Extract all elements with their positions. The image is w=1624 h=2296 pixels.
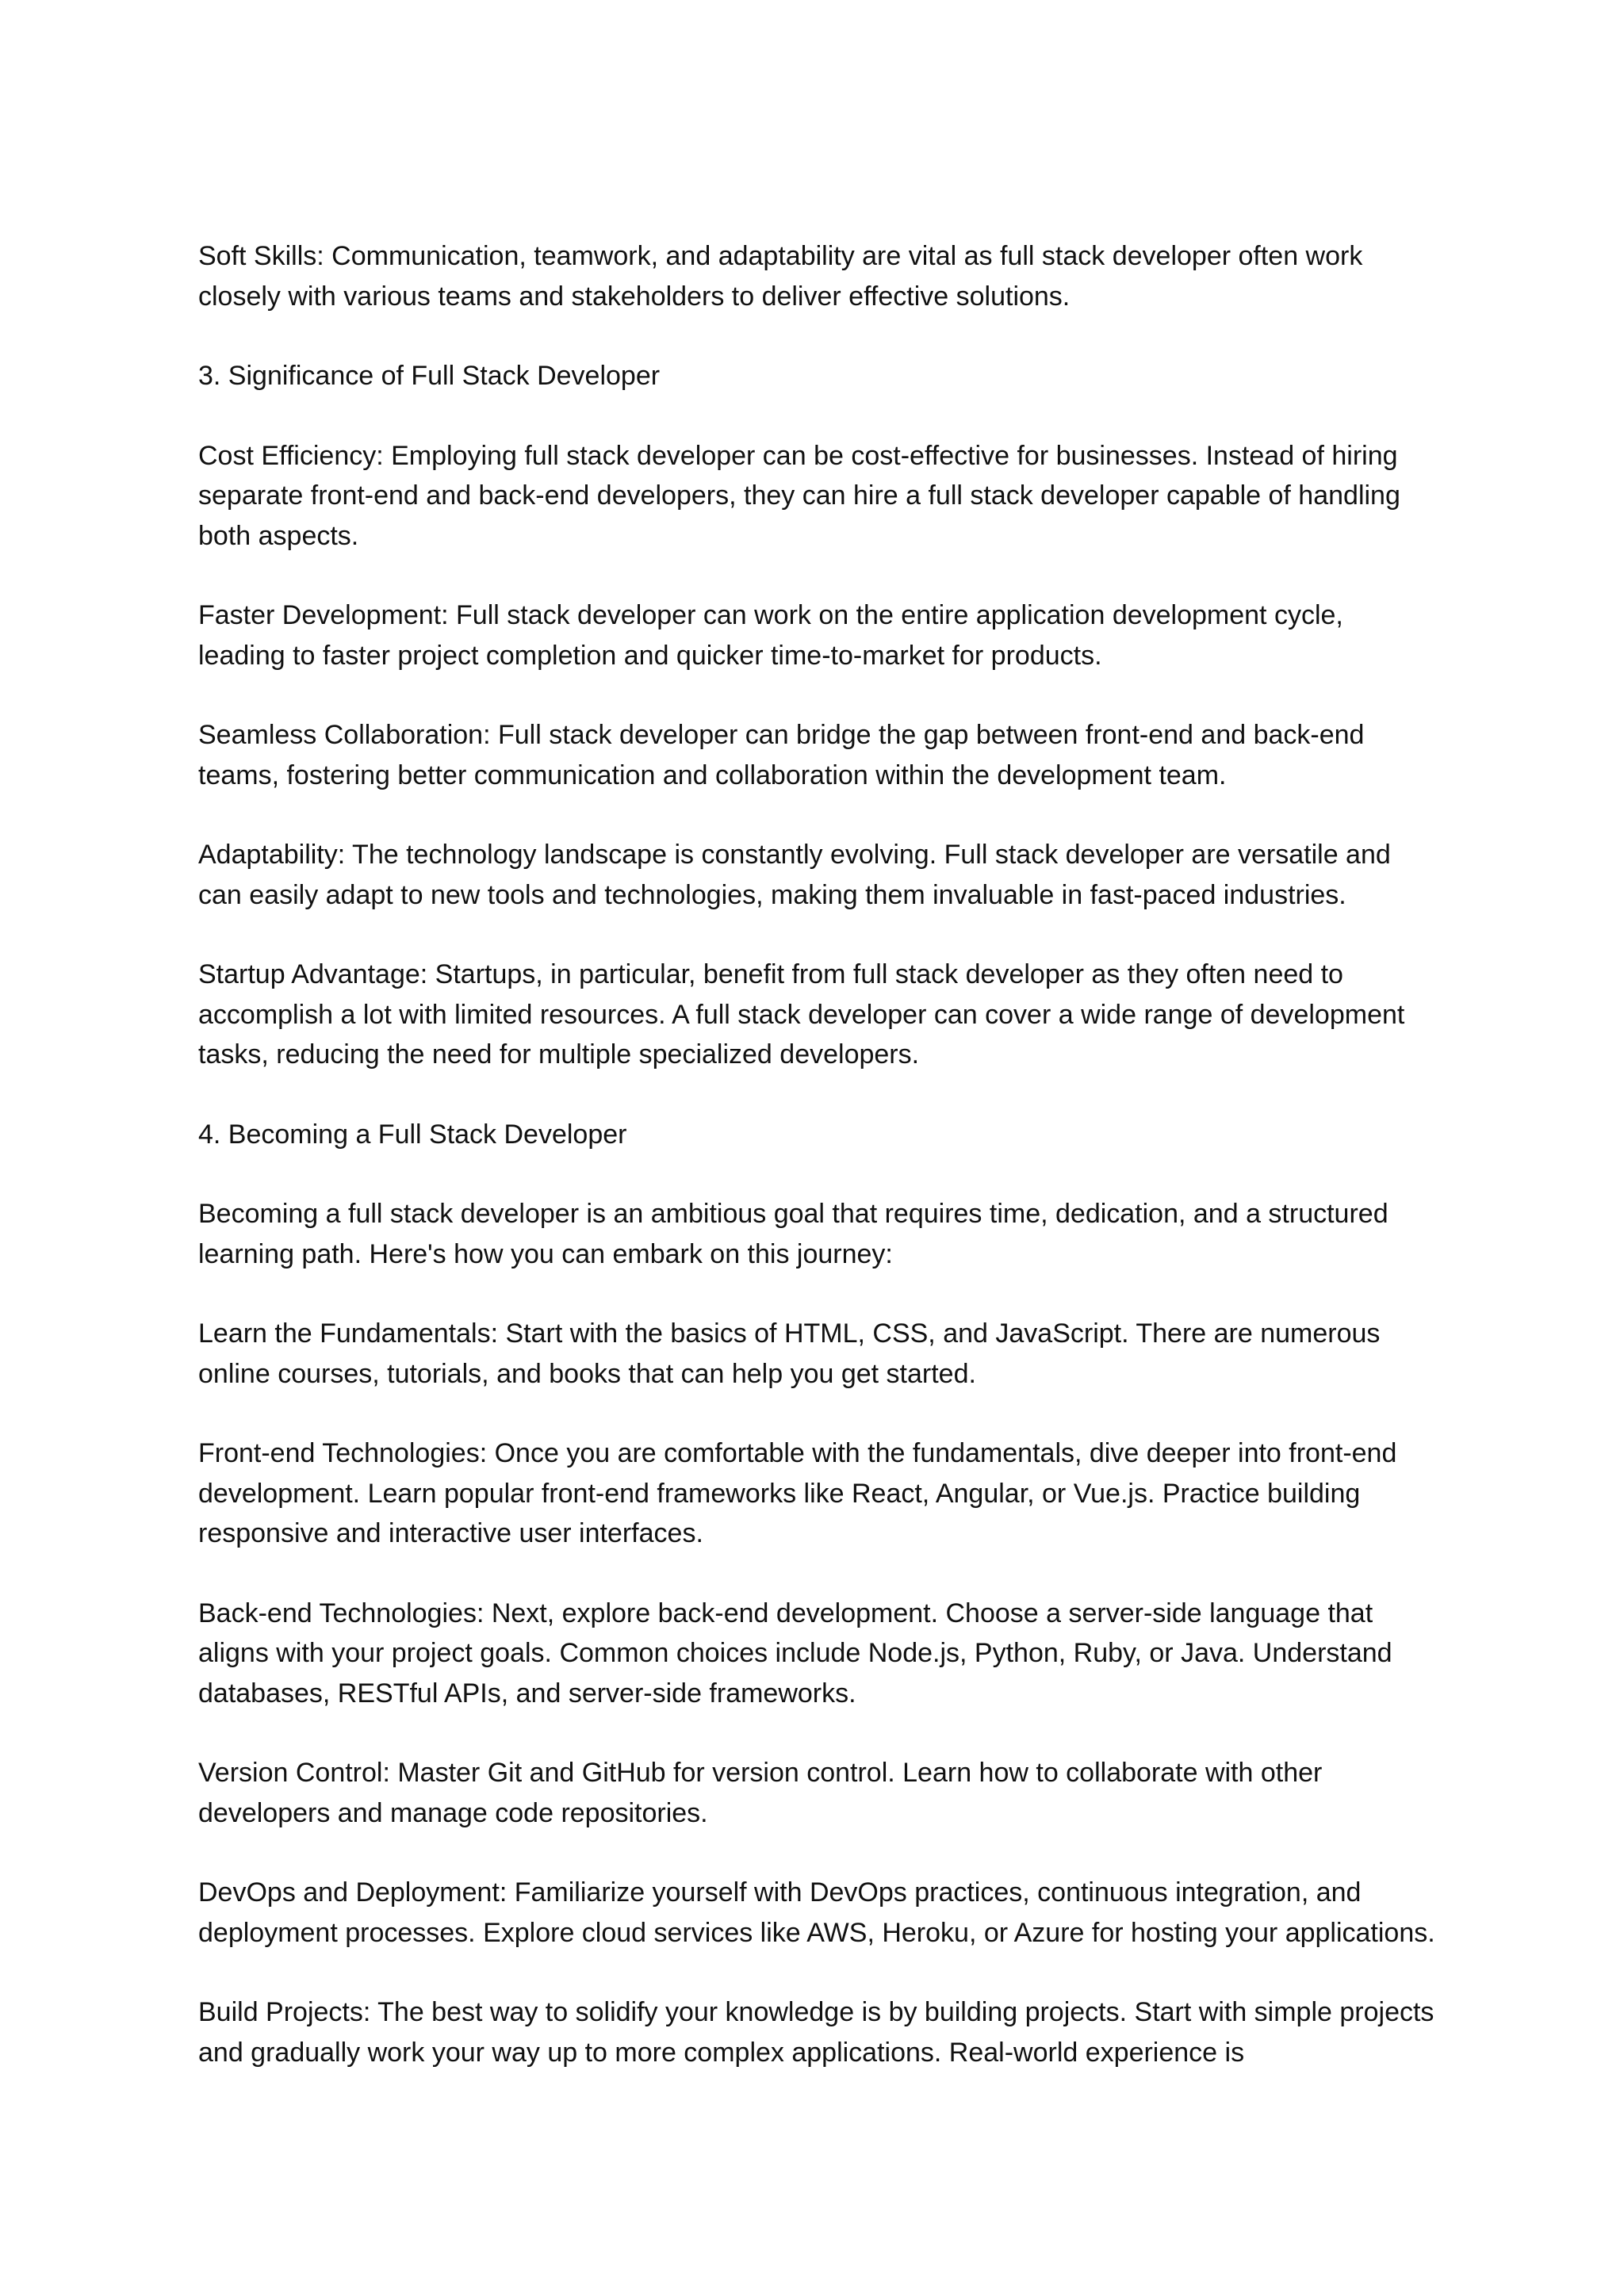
paragraph-front-end-technologies: Front-end Technologies: Once you are comfortable with the fundamentals, dive deeper into front-end development. Learn popular front-end frameworks like React, Angular, or Vue.js. Practice building responsive and interactive user interfaces. [198,1438,1397,1548]
paragraph-devops-deployment: DevOps and Deployment: Familiarize yourself with DevOps practices, continuous integration, and deployment processes. Explore cloud services like AWS, Heroku, or Azure for hosting your applications. [198,1877,1435,1948]
paragraph-becoming-intro: Becoming a full stack developer is an ambitious goal that requires time, dedication, and a structured learning path. Here's how you can embark on this journey: [198,1199,1388,1269]
paragraph-startup-advantage: Startup Advantage: Startups, in particular, benefit from full stack developer as they often need to accomplish a lot with limited resources. A full stack developer can cover a wide range of development tasks, reducing the need for multiple specialized developers. [198,959,1405,1070]
paragraph-back-end-technologies: Back-end Technologies: Next, explore back-end development. Choose a server-side language that aligns with your project goals. Common choices include Node.js, Python, Ruby, or Java. Understand databases, RESTful APIs, and server-side frameworks. [198,1598,1392,1709]
section-heading-significance: 3. Significance of Full Stack Developer [198,361,661,391]
paragraph-build-projects: Build Projects: The best way to solidify your knowledge is by building projects. Start with simple projects and gradually work your way up to more complex applications. Real-world experience is [198,1997,1434,2068]
paragraph-adaptability: Adaptability: The technology landscape is constantly evolving. Full stack developer are versatile and can easily adapt to new tools and technologies, making them invaluable in fast-paced industries. [198,840,1391,910]
section-heading-becoming: 4. Becoming a Full Stack Developer [198,1119,627,1150]
paragraph-cost-efficiency: Cost Efficiency: Employing full stack developer can be cost-effective for businesses. Instead of hiring separate front-end and back-end developers, they can hire a full stack developer capable of handling both aspects. [198,440,1400,551]
paragraph-soft-skills: Soft Skills: Communication, teamwork, and adaptability are vital as full stack developer often work closely with various teams and stakeholders to deliver effective solutions. [198,241,1363,312]
paragraph-seamless-collaboration: Seamless Collaboration: Full stack developer can bridge the gap between front-end and back-end teams, fostering better communication and collaboration within the development team. [198,720,1365,790]
document-body [198,236,1435,2112]
paragraph-faster-development: Faster Development: Full stack developer can work on the entire application development cycle, leading to faster project completion and quicker time-to-market for products. [198,600,1343,671]
paragraph-version-control: Version Control: Master Git and GitHub for version control. Learn how to collaborate with other developers and manage code repositories. [198,1758,1323,1828]
paragraph-learn-fundamentals: Learn the Fundamentals: Start with the basics of HTML, CSS, and JavaScript. There are numerous online courses, tutorials, and books that can help you get started. [198,1318,1381,1389]
